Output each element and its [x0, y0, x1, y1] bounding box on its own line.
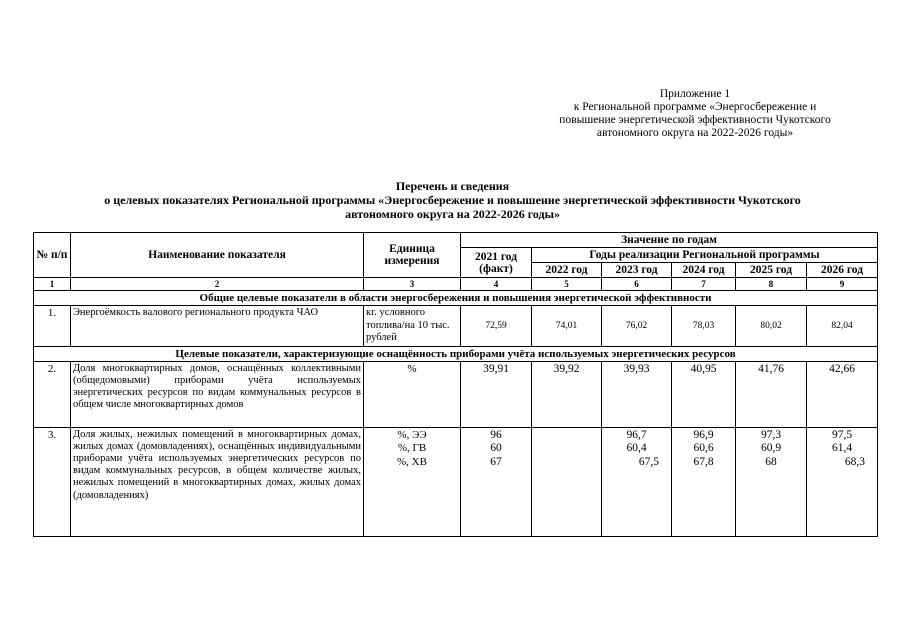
appendix-caption	[520, 88, 870, 140]
values-2023	[602, 427, 672, 536]
header-year: 2025 год	[736, 263, 807, 278]
values-2026	[807, 427, 878, 536]
table-row	[34, 427, 878, 536]
header-program-years: Годы реализации Региональной программы	[532, 248, 878, 263]
section-heading-metering: Целевые показатели, характеризующие оснащённость приборами учёта используемых энергетических ресурсов	[34, 346, 878, 361]
value-cell: 76,02	[602, 306, 672, 347]
value-cell: 40,95	[672, 361, 736, 427]
column-number-row	[34, 278, 878, 291]
unit-ee: %, ЭЭ	[397, 428, 427, 441]
indicator-unit: кг. условного топлива/на 10 тыс. рублей	[364, 306, 461, 347]
value-cell: 60,6	[693, 442, 714, 454]
column-number: 6	[602, 278, 672, 291]
indicator-name: Доля жилых, нежилых помещений в многоквартирных домах, жилых домах (домовладениях), оснащённых индивидуальными приборами учёта используемых энергетических ресурсов по видам коммунальных ресурсов, в общем количестве жилых, нежилых помещений в многоквартирных домах, жилых домах (домовладениях)	[71, 427, 364, 536]
table-row	[34, 306, 878, 347]
header-year: 2023 год	[602, 263, 672, 278]
value-cell: 67	[490, 455, 502, 468]
value-cell: 96,7	[626, 428, 647, 441]
value-cell: 61,4	[831, 442, 853, 454]
value-cell: 39,93	[602, 361, 672, 427]
row-number: 1.	[34, 306, 71, 347]
header-year-2021: 2021 год (факт)	[461, 248, 532, 278]
value-cell: 60	[490, 442, 502, 454]
value-cell: 60,9	[760, 442, 782, 454]
header-name: Наименование показателя	[71, 233, 364, 278]
value-cell: 67,8	[693, 455, 714, 468]
header-year: 2024 год	[672, 263, 736, 278]
table-row	[34, 361, 878, 427]
appendix-line: Приложение 1	[659, 88, 731, 100]
header-values-by-year: Значение по годам	[461, 233, 878, 248]
indicator-units	[364, 427, 461, 536]
title-line: о целевых показателях Региональной программы «Энергосбережение и повышение энергетической эффективности Чукотского	[104, 193, 801, 207]
value-cell: 72,59	[461, 306, 532, 347]
header-year: 2022 год	[532, 263, 602, 278]
value-cell: 42,66	[807, 361, 878, 427]
values-2021	[461, 427, 532, 536]
unit-hv: %, ХВ	[397, 455, 427, 468]
value-cell: 74,01	[532, 306, 602, 347]
value-cell: 96,9	[693, 428, 714, 441]
value-cell: 97,5	[831, 428, 853, 441]
indicator-name: Доля многоквартирных домов, оснащённых коллективными (общедомовыми) приборами учёта используемых энергетических ресурсов по видам коммунальных ресурсов в общем числе многоквартирных домов	[71, 361, 364, 427]
value-cell: 41,76	[736, 361, 807, 427]
value-cell: 80,02	[736, 306, 807, 347]
value-cell: 68,3	[844, 455, 866, 468]
column-number: 7	[672, 278, 736, 291]
values-2022	[532, 427, 602, 536]
column-number: 9	[807, 278, 878, 291]
title-line: Перечень и сведения	[395, 179, 510, 193]
indicators-table	[33, 232, 878, 537]
header-year: 2026 год	[807, 263, 878, 278]
appendix-line: автономного округа на 2022-2026 годы»	[596, 127, 794, 139]
values-2025	[736, 427, 807, 536]
value-cell: 60,4	[626, 442, 647, 454]
header-unit: Единица измерения	[364, 233, 461, 278]
column-number: 3	[364, 278, 461, 291]
value-cell: 78,03	[672, 306, 736, 347]
value-cell: 68	[765, 455, 777, 468]
column-number: 2	[71, 278, 364, 291]
value-cell: 39,92	[532, 361, 602, 427]
value-cell: 96	[490, 428, 502, 441]
indicator-unit: %	[364, 361, 461, 427]
header-num: № п/п	[34, 233, 71, 278]
unit-gv: %, ГВ	[397, 442, 427, 454]
appendix-line: к Региональной программе «Энергосбережение и	[573, 101, 817, 113]
row-number: 3.	[34, 427, 71, 536]
title-line: автономного округа на 2022-2026 годы»	[345, 207, 560, 221]
column-number: 4	[461, 278, 532, 291]
document-title	[40, 179, 865, 221]
value-cell: 67,5	[638, 455, 659, 468]
appendix-line: повышение энергетической эффективности Чукотского	[559, 114, 831, 126]
value-cell: 97,3	[760, 428, 782, 441]
indicator-name: Энергоёмкость валового регионального продукта ЧАО	[71, 306, 364, 347]
value-cell: 39,91	[461, 361, 532, 427]
section-heading-general: Общие целевые показатели в области энергосбережения и повышения энергетической эффективности	[34, 291, 878, 306]
column-number: 1	[34, 278, 71, 291]
value-cell: 82,04	[807, 306, 878, 347]
values-2024	[672, 427, 736, 536]
column-number: 8	[736, 278, 807, 291]
column-number: 5	[532, 278, 602, 291]
row-number: 2.	[34, 361, 71, 427]
